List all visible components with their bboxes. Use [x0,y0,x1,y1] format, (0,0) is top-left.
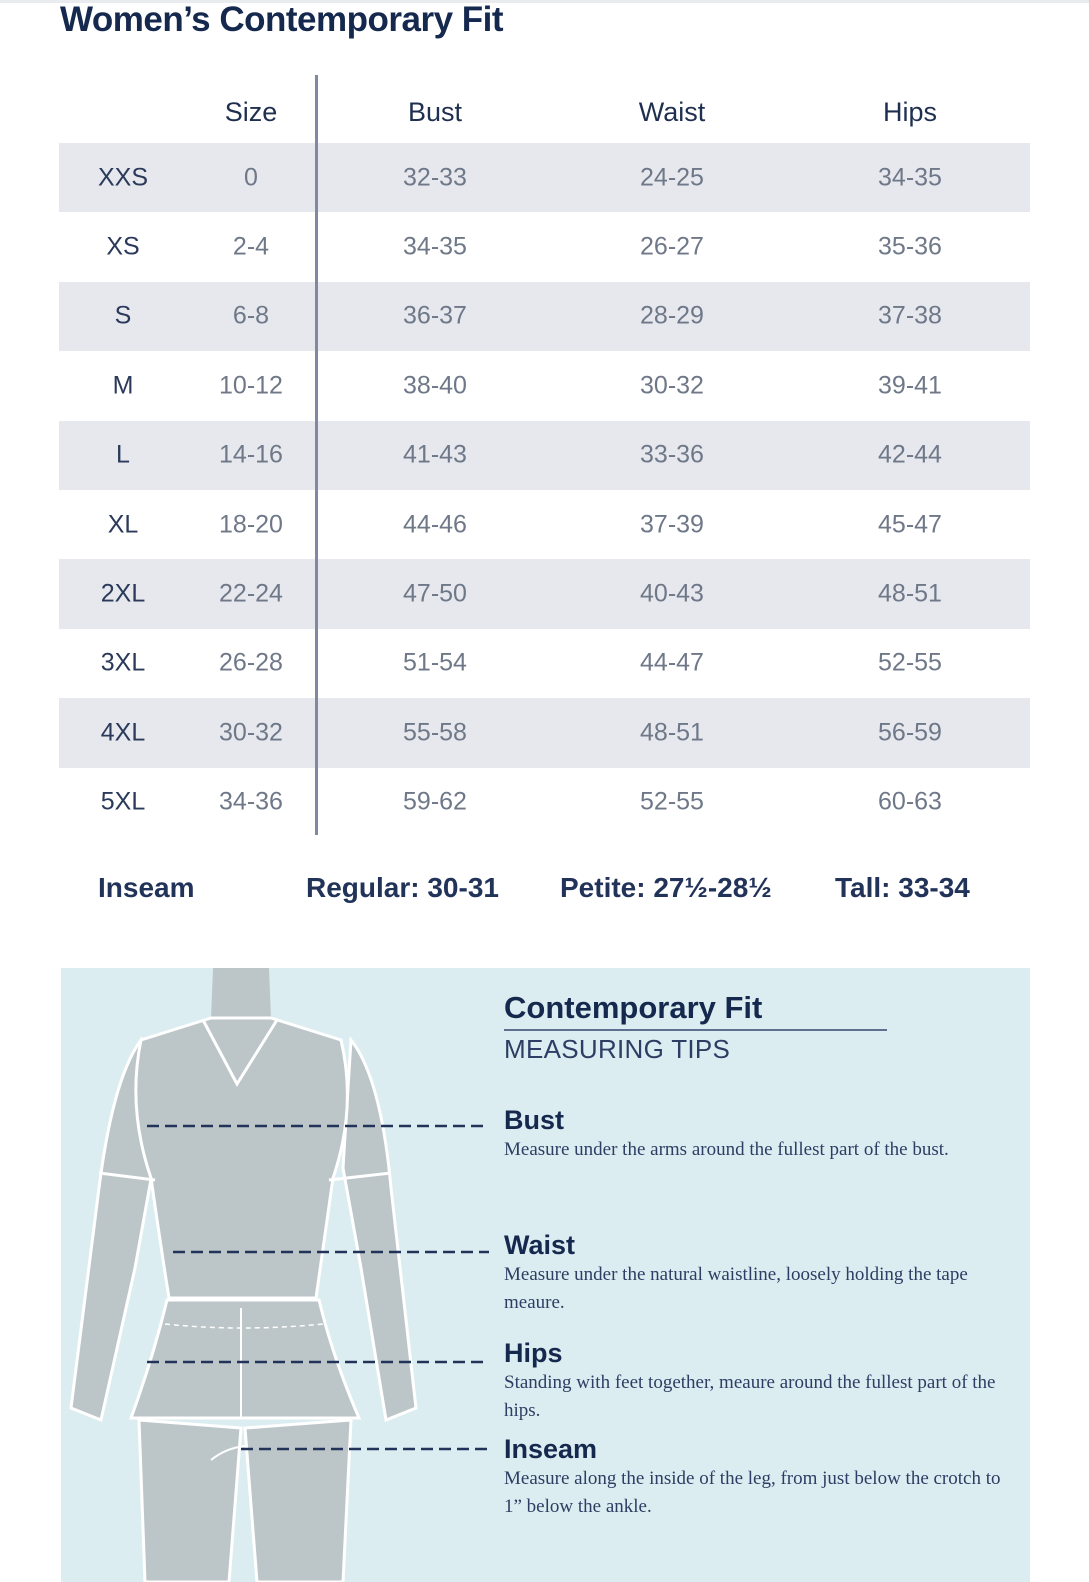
tip-waist-text: Measure under the natural waistline, loosely holding the tape meaure. [504,1264,968,1313]
cell-size: 6-8 [232,301,270,330]
cell-waist: 40-43 [640,579,704,608]
cell-label: M [112,371,134,400]
cell-size: 14-16 [219,440,283,469]
cell-size: 2-4 [232,232,270,261]
cell-waist: 28-29 [640,301,704,330]
cell-label: XXS [97,163,149,192]
cell-label: 4XL [100,718,146,747]
cell-hips: 37-38 [878,301,942,330]
cell-bust: 34-35 [403,232,467,261]
table-row [59,421,1030,490]
tip-bust-heading: Bust [504,1105,564,1135]
header-waist: Waist [638,97,706,127]
cell-bust: 51-54 [403,648,467,677]
cell-hips: 42-44 [878,440,942,469]
cell-size: 30-32 [219,718,283,747]
tip-waist-heading: Waist [504,1230,576,1260]
cell-label: XL [107,510,139,539]
tip-hips-heading: Hips [504,1338,563,1368]
cell-label: 5XL [100,787,146,816]
cell-bust: 36-37 [403,301,467,330]
table-row [59,698,1030,767]
tip-inseam-text: Measure along the inside of the leg, from just below the crotch to 1” below the ankle. [504,1468,1001,1517]
cell-bust: 55-58 [403,718,467,747]
tip-hips [504,1337,1004,1425]
cell-hips: 34-35 [878,163,942,192]
cell-size: 18-20 [219,510,283,539]
header-bust: Bust [407,97,463,127]
cell-label: 2XL [100,579,146,608]
cell-bust: 32-33 [403,163,467,192]
cell-hips: 35-36 [878,232,942,261]
cell-bust: 41-43 [403,440,467,469]
tips-subtitle: MEASURING TIPS [504,1034,731,1064]
cell-size: 0 [244,163,258,192]
tip-waist [504,1229,1004,1317]
inseam-tall: Tall: 33-34 [835,872,970,903]
tips-title: Contemporary Fit [504,990,763,1025]
inseam-label: Inseam [98,872,195,903]
table-row [59,559,1030,628]
cell-size: 34-36 [219,787,283,816]
cell-hips: 52-55 [878,648,942,677]
table-row [59,351,1030,420]
column-divider [315,75,318,835]
tips-title-underline [504,1029,887,1031]
cell-hips: 45-47 [878,510,942,539]
tip-bust-text: Measure under the arms around the fullest part of the bust. [504,1139,949,1160]
table-row [59,212,1030,281]
table-header [59,75,1030,143]
cell-label: L [116,440,130,469]
header-size: Size [224,97,278,127]
inseam-petite: Petite: 27½-28½ [560,872,772,903]
measuring-tips-panel [61,968,1030,1582]
cell-label: S [114,301,132,330]
cell-bust: 38-40 [403,371,467,400]
cell-hips: 60-63 [878,787,942,816]
table-row [59,629,1030,698]
cell-hips: 56-59 [878,718,942,747]
cell-waist: 24-25 [640,163,704,192]
cell-waist: 26-27 [640,232,704,261]
cell-waist: 52-55 [640,787,704,816]
cell-bust: 44-46 [403,510,467,539]
cell-hips: 39-41 [878,371,942,400]
cell-waist: 48-51 [640,718,704,747]
table-row [59,768,1030,837]
cell-waist: 37-39 [640,510,704,539]
cell-size: 10-12 [219,371,283,400]
cell-label: XS [106,232,140,261]
cell-waist: 33-36 [640,440,704,469]
cell-waist: 44-47 [640,648,704,677]
tip-inseam [504,1433,1004,1521]
table-row [59,282,1030,351]
tip-bust [504,1104,1004,1164]
table-row [59,490,1030,559]
header-hips: Hips [882,97,938,127]
page-title: Women’s Contemporary Fit [60,0,504,39]
table-row [59,143,1030,212]
cell-size: 22-24 [219,579,283,608]
cell-label: 3XL [100,648,146,677]
cell-hips: 48-51 [878,579,942,608]
cell-size: 26-28 [219,648,283,677]
cell-waist: 30-32 [640,371,704,400]
tip-hips-text: Standing with feet together, meaure around the fullest part of the hips. [504,1372,996,1421]
cell-bust: 59-62 [403,787,467,816]
cell-bust: 47-50 [403,579,467,608]
tip-inseam-heading: Inseam [504,1434,598,1464]
inseam-regular: Regular: 30-31 [306,872,499,903]
